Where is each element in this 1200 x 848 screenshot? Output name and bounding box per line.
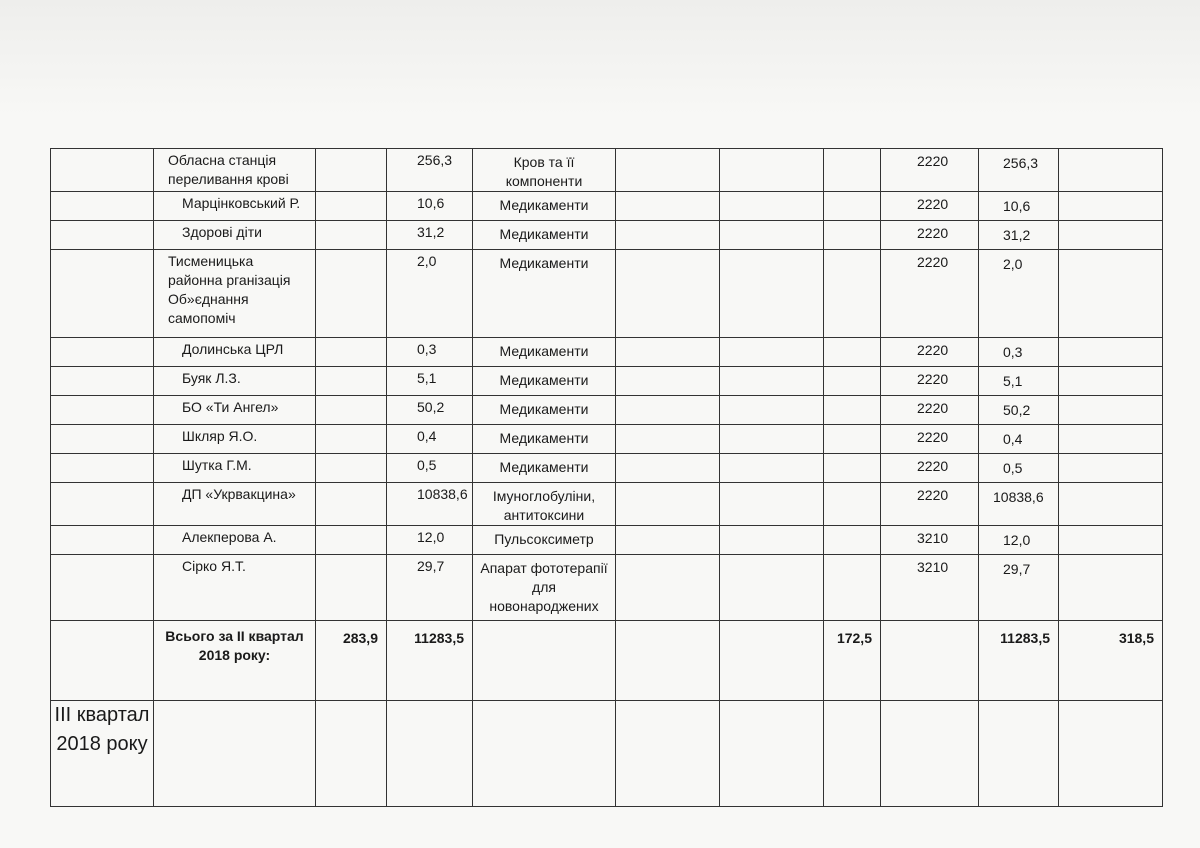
- table-row: [51, 221, 1163, 250]
- cell-empty: [720, 555, 824, 621]
- period-cell-empty: [316, 701, 387, 807]
- cell-empty: [1059, 454, 1163, 483]
- kind-cell: Медикаменти: [473, 454, 616, 483]
- org-cell: Марцінковський Р.: [154, 192, 316, 221]
- cell-empty: [1059, 425, 1163, 454]
- table-row: [51, 555, 1163, 621]
- value-cell: 10,6: [387, 192, 473, 221]
- code-cell: 2220: [881, 192, 979, 221]
- kind-cell: Медикаменти: [473, 250, 616, 338]
- code-cell: 3210: [881, 555, 979, 621]
- cell-empty: [1059, 483, 1163, 526]
- cell-empty: [616, 367, 720, 396]
- period-label: ІІІ квартал 2018 року: [51, 701, 154, 807]
- org-cell: БО «Ти Ангел»: [154, 396, 316, 425]
- sum-cell: 12,0: [979, 526, 1059, 555]
- code-cell: 2220: [881, 483, 979, 526]
- total-col8: 172,5: [824, 621, 881, 701]
- period-cell-empty: [473, 701, 616, 807]
- sum-cell: 29,7: [979, 555, 1059, 621]
- code-cell: 2220: [881, 338, 979, 367]
- code-cell: 2220: [881, 396, 979, 425]
- value-cell: 0,4: [387, 425, 473, 454]
- total-col4: 11283,5: [387, 621, 473, 701]
- cell-empty: [824, 221, 881, 250]
- period-cell-empty: [1059, 701, 1163, 807]
- cell-empty: [720, 483, 824, 526]
- cell-empty: [316, 526, 387, 555]
- cell-empty: [316, 396, 387, 425]
- cell-empty: [316, 250, 387, 338]
- table-footer: [51, 621, 1163, 807]
- cell-empty: [720, 149, 824, 192]
- kind-cell: Медикаменти: [473, 192, 616, 221]
- cell-empty: [616, 425, 720, 454]
- value-cell: 10838,6: [387, 483, 473, 526]
- total-row: [51, 621, 1163, 701]
- sum-cell: 10838,6: [979, 483, 1059, 526]
- cell-empty: [51, 396, 154, 425]
- sum-cell: 5,1: [979, 367, 1059, 396]
- table-row: [51, 250, 1163, 338]
- total-col3: 283,9: [316, 621, 387, 701]
- cell-empty: [824, 396, 881, 425]
- value-cell: 50,2: [387, 396, 473, 425]
- cell-empty: [316, 425, 387, 454]
- cell-empty: [51, 425, 154, 454]
- table-row: [51, 396, 1163, 425]
- code-cell: 2220: [881, 425, 979, 454]
- org-cell: Обласна станція переливання крові: [154, 149, 316, 192]
- cell-empty: [616, 338, 720, 367]
- code-cell: 3210: [881, 526, 979, 555]
- org-cell: Сірко Я.Т.: [154, 555, 316, 621]
- cell-empty: [316, 483, 387, 526]
- total-col10: 11283,5: [979, 621, 1059, 701]
- cell-empty: [616, 555, 720, 621]
- cell-empty: [316, 338, 387, 367]
- cell-empty: [824, 526, 881, 555]
- period-cell-empty: [824, 701, 881, 807]
- period-cell-empty: [720, 701, 824, 807]
- org-cell: Буяк Л.З.: [154, 367, 316, 396]
- total-cell-empty: [51, 621, 154, 701]
- cell-empty: [316, 555, 387, 621]
- cell-empty: [616, 221, 720, 250]
- cell-empty: [824, 555, 881, 621]
- sum-cell: 0,4: [979, 425, 1059, 454]
- cell-empty: [1059, 367, 1163, 396]
- cell-empty: [51, 221, 154, 250]
- kind-cell: Імуноглобуліни, антитоксини: [473, 483, 616, 526]
- cell-empty: [720, 338, 824, 367]
- period-cell-empty: [979, 701, 1059, 807]
- value-cell: 5,1: [387, 367, 473, 396]
- cell-empty: [1059, 526, 1163, 555]
- code-cell: 2220: [881, 454, 979, 483]
- sum-cell: 2,0: [979, 250, 1059, 338]
- cell-empty: [824, 338, 881, 367]
- sum-cell: 50,2: [979, 396, 1059, 425]
- cell-empty: [1059, 555, 1163, 621]
- expense-table: [50, 148, 1163, 807]
- code-cell: 2220: [881, 250, 979, 338]
- value-cell: 256,3: [387, 149, 473, 192]
- total-cell-empty: [720, 621, 824, 701]
- cell-empty: [316, 192, 387, 221]
- org-cell: Долинська ЦРЛ: [154, 338, 316, 367]
- table-row: [51, 483, 1163, 526]
- cell-empty: [824, 483, 881, 526]
- sum-cell: 256,3: [979, 149, 1059, 192]
- cell-empty: [720, 221, 824, 250]
- period-cell-empty: [616, 701, 720, 807]
- total-cell-empty: [616, 621, 720, 701]
- period-row: [51, 701, 1163, 807]
- cell-empty: [720, 192, 824, 221]
- kind-cell: Апарат фототерапії для новонароджених: [473, 555, 616, 621]
- total-col11: 318,5: [1059, 621, 1163, 701]
- kind-cell: Пульсоксиметр: [473, 526, 616, 555]
- cell-empty: [51, 338, 154, 367]
- cell-empty: [1059, 396, 1163, 425]
- value-cell: 0,3: [387, 338, 473, 367]
- kind-cell: Медикаменти: [473, 396, 616, 425]
- value-cell: 31,2: [387, 221, 473, 250]
- kind-cell: Медикаменти: [473, 425, 616, 454]
- org-cell: Алекперова А.: [154, 526, 316, 555]
- cell-empty: [51, 483, 154, 526]
- org-cell: Тисменицька районна рганізація Об»єднання самопоміч: [154, 250, 316, 338]
- kind-cell: Кров та її компоненти: [473, 149, 616, 192]
- table-row: [51, 425, 1163, 454]
- value-cell: 12,0: [387, 526, 473, 555]
- total-label: Всього за ІІ квартал 2018 року:: [154, 621, 316, 701]
- total-cell-empty: [881, 621, 979, 701]
- org-cell: ДП «Укрвакцина»: [154, 483, 316, 526]
- kind-cell: Медикаменти: [473, 221, 616, 250]
- table-row: [51, 454, 1163, 483]
- cell-empty: [316, 221, 387, 250]
- cell-empty: [1059, 338, 1163, 367]
- org-cell: Шутка Г.М.: [154, 454, 316, 483]
- cell-empty: [720, 250, 824, 338]
- cell-empty: [616, 149, 720, 192]
- cell-empty: [720, 396, 824, 425]
- kind-cell: Медикаменти: [473, 338, 616, 367]
- cell-empty: [720, 454, 824, 483]
- table-body: [51, 149, 1163, 621]
- sum-cell: 0,5: [979, 454, 1059, 483]
- cell-empty: [824, 149, 881, 192]
- org-cell: Шкляр Я.О.: [154, 425, 316, 454]
- cell-empty: [51, 250, 154, 338]
- cell-empty: [616, 250, 720, 338]
- kind-cell: Медикаменти: [473, 367, 616, 396]
- table-row: [51, 526, 1163, 555]
- cell-empty: [720, 367, 824, 396]
- value-cell: 0,5: [387, 454, 473, 483]
- table-row: [51, 367, 1163, 396]
- cell-empty: [616, 192, 720, 221]
- table-row: [51, 338, 1163, 367]
- cell-empty: [824, 192, 881, 221]
- value-cell: 2,0: [387, 250, 473, 338]
- period-cell-empty: [387, 701, 473, 807]
- cell-empty: [824, 425, 881, 454]
- cell-empty: [51, 192, 154, 221]
- cell-empty: [824, 250, 881, 338]
- cell-empty: [316, 149, 387, 192]
- total-cell-empty: [473, 621, 616, 701]
- cell-empty: [51, 555, 154, 621]
- cell-empty: [316, 454, 387, 483]
- code-cell: 2220: [881, 149, 979, 192]
- code-cell: 2220: [881, 221, 979, 250]
- cell-empty: [616, 396, 720, 425]
- cell-empty: [51, 454, 154, 483]
- cell-empty: [824, 367, 881, 396]
- cell-empty: [51, 149, 154, 192]
- org-cell: Здорові діти: [154, 221, 316, 250]
- cell-empty: [1059, 149, 1163, 192]
- table-row: [51, 192, 1163, 221]
- period-cell-empty: [881, 701, 979, 807]
- cell-empty: [51, 526, 154, 555]
- cell-empty: [824, 454, 881, 483]
- cell-empty: [616, 483, 720, 526]
- cell-empty: [720, 526, 824, 555]
- cell-empty: [1059, 250, 1163, 338]
- cell-empty: [1059, 192, 1163, 221]
- cell-empty: [616, 454, 720, 483]
- sum-cell: 10,6: [979, 192, 1059, 221]
- code-cell: 2220: [881, 367, 979, 396]
- sum-cell: 0,3: [979, 338, 1059, 367]
- cell-empty: [316, 367, 387, 396]
- period-cell-empty: [154, 701, 316, 807]
- cell-empty: [616, 526, 720, 555]
- cell-empty: [51, 367, 154, 396]
- sum-cell: 31,2: [979, 221, 1059, 250]
- value-cell: 29,7: [387, 555, 473, 621]
- cell-empty: [1059, 221, 1163, 250]
- table-row: [51, 149, 1163, 192]
- cell-empty: [720, 425, 824, 454]
